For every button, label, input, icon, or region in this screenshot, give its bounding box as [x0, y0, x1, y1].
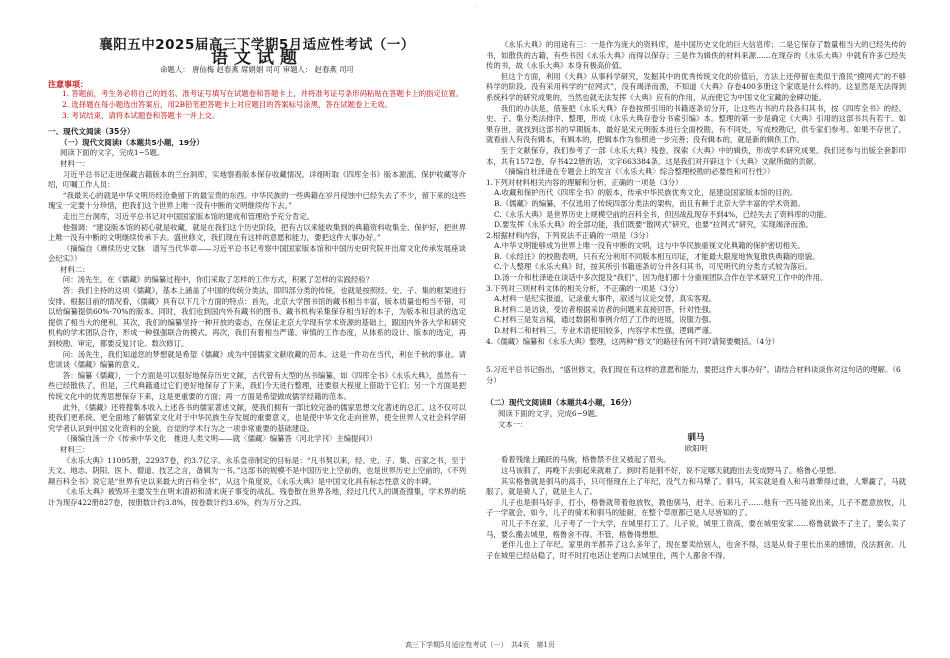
section-heading: 一、现代文阅读（35分） [48, 127, 135, 137]
paragraph: 《永乐大典》11095册，22937卷，约3.7亿字。永乐皇帝制定的目标是：“凡书契以来，经、史、子、集、百家之书，至于天文、地志、阴阳、医卜、僧道、技艺之言，备辑为一书。”这部书的规模不是中国历史上空前的，也是世界历史上空前的，《不列颠百科全书》说它是“世界有史以来最大的百科全书”，从这个角度说，《永乐大典》是中国文化具有标志性意义的丰碑。 [48, 455, 466, 486]
scan-mark: · [474, 4, 476, 11]
notice-label: 注意事项： [48, 78, 88, 89]
paragraph: 答：编纂《儒藏》，一个方面是可以很好地保存历史文献，古代曾有大型的丛书编纂，如《四库全书》《永乐大典》，虽然有一些已经散佚了，但是，三代典籍通过它们更好地保存了下来，我们今天进行整理，还要很大程度上借助于它们；另一个方面是把传统文化中的优秀思想保存下来，这是更重要的方面；再一方面是希望做成儒学经籍的范本。 [48, 370, 466, 401]
subject-title: 语文试题 [211, 47, 303, 68]
authors-line: 命题人： 唐仙梅 赵春燕 席娟娟 司可 审题人： 赵春燕 司可 [160, 65, 354, 75]
paragraph: 可儿子不在家，儿子考了一个大学，在城里打工了。儿子说，城里工资高，要在城里安家……格鲁就做不了主了，要么卖了马，要么搬去城里，格鲁舍不得。不管，格鲁得想想。 [486, 518, 906, 539]
subsection-heading: （一）现代文阅读Ⅰ（本题共5小题，19分） [60, 137, 204, 147]
right-column [486, 40, 906, 561]
paragraph: “我最关心的就是中华文明历经沧桑留下的最宝贵的东西。中华民族的一些典籍在岁月侵蚀中已经失去了不少，留下来的这些瑰宝一定要十分珍惜，把我们这个世界上唯一没有中断的文明继续传下去。” [48, 190, 466, 211]
paragraph: 我们的办法是，借鉴把《永乐大典》存卷按照引用的书籍逐条切分开，让这些古书的片段各归其书，按《四库全书》的经、史、子、集分类法排序、整理，形成《永乐大典存卷分书索引编》本。整理的第一步是确定《大典》引用的这部书共有若干。如果存世，就找到这部书的早期版本，最好是宋元明版本进行全面校勘，有不同处，写成校勘记，供专家们参考。如果不存世了，就看前人有没有辑本，有辑本的，把辑本作为参照进一步完善；没有辑本的，就是新的辑佚工作。 [486, 103, 906, 145]
option: D.汤一介和杜泽逊在谈话中多次提及“我们”，因为他们都十分重视团队合作在学术研究工作中的作用。 [494, 273, 828, 283]
source-note: （摘编自杜泽逊在专题会上的发言《〈永乐大典〉综合整理校勘的必要性和可行性》） [500, 167, 775, 177]
paragraph: 习近平总书记走进保藏古籍版本的兰台洞库，实地察看版本保存收藏情况。详细听取《四库全书》版本源流、保护收藏等介绍，叮嘱工作人员： [48, 169, 466, 190]
paragraph: 其实格鲁就是驯马的高手，只可惜现在上了年纪，没气力和马犟了。驯马，其实就是看人和马谁犟得过谁，人犟赢了，马就服了，就是骑人了，就是主人了。 [486, 476, 906, 497]
question-4: 4.《儒藏》编纂和《永乐大典》整理，这两种“修文”的路径有何不同?请简要概括。（4分） [486, 336, 780, 346]
question-3: 3.下列对三则材料文体的相关分析，不正确的一项是（3分） [486, 283, 683, 293]
paragraph: 走出兰台洞库，习近平总书记对中国国家版本馆的建成和管理给予充分肯定。 [62, 211, 315, 221]
material-label: 材料一： [60, 158, 90, 168]
paragraph: 此外，《儒藏》还将搜集本收入上述各书的儒家著述文献，使我们拥有一部比较完备的儒家思想文化著述的总汇。这不仅可以使我们更系统、更全面地了解儒家文化对于中华民族生存发展的重要意义，也是使中华文化走向世界，使全世界人文社会科学研究学者认识到中国文化资料的全貌，自觉的学术行为之一项非常重要的基础建设。 [48, 402, 466, 433]
question-2: 2.根据材料内容，下列说法不正确的一项是（3分） [486, 230, 653, 240]
notice-item: 1. 答题前，考生务必将自己的姓名、准考证号填写在试题卷和答题卡上，并将准考证号条形码粘贴在答题卡上的指定位置。 [62, 89, 464, 99]
paragraph: 但这个方面，利用《大典》从事科学研究，发掘其中的优秀传统文化的价值后，方法上还停留在类似于渔民“摸网式”的不够科学的阶段。没有采用科学的“拉网式”，没有竭泽而渔，不知道《大典》存卷400多册这个家底是什么样的。这显然是无法得到系统科学的研究成果的，当然也就无法发挥《大典》应有的作用，从而使它为中国文化宝藏的金碑功能。 [486, 71, 906, 102]
option: B.《永经注》的校勘表明，只有充分利用不同版本相互印证，才能最大限度地恢复散佚典籍的原貌。 [494, 251, 820, 261]
story-author: 欧阳明 [684, 443, 708, 453]
option: A.中华文明能够成为世界上唯一没有中断的文明，这与中华民族重视文化典籍的保护密切相关。 [494, 241, 805, 251]
source-note: （摘编自汤一介《传承中华文化 推进人类文明——就〈儒藏〉编纂答〈河北学刊〉主编提问》） [62, 434, 377, 444]
option: B.《儒藏》的编纂，不仅选用了传统四部分类法的架构，而且有赖于北京大学丰富的学术资源。 [494, 198, 805, 208]
option: D.要发挥《永乐大典》的全部功能，我们既要“散网式”研究，也要“拉网式”研究，实现竭泽而渔。 [494, 220, 813, 230]
paragraph: 老伴儿也上了年纪，家里的羊都养了这么多年了，现在要卖给别人，也舍不得，这是从骨子里长出来的感情，没法割舍。儿子在城里已经站稳了，时不时打电话让老两口去城里住，两个人都舍不得。 [486, 540, 906, 560]
option: C.材料三是发言稿，通过数据和事例介绍了工作的进展，说服力强。 [494, 315, 717, 325]
page-footer: 高三下学期5月适应性考试（一） 共4页 第1页 [405, 641, 555, 649]
option: D.材料二和材料三，专业术语使用较多，内容学术性强，逻辑严谨。 [494, 326, 717, 336]
paragraph: 他强调：“建设版本馆的初心就是收藏，就是在我们这个历史阶段，把有古以来能收集到的典籍资料收集全、保护好，把世界上唯一没有中断的文明继续传承下去。盛世修文，我们现在有这样的意愿和能力，要把这件大事办好。” [48, 222, 466, 243]
story-title: 驯马 [687, 433, 705, 444]
option: A.收藏和保护历代《四库全书》的版本，传承中华民族优秀文化，是建设国家版本馆的目的。 [494, 188, 798, 198]
notice-item: 3. 考试结束，请将本试题卷和答题卡一并上交。 [62, 110, 220, 120]
paragraph: 问：汤先生，在《儒藏》的编纂过程中，你们采取了怎样的工作方式，积累了怎样的实践经验？ [62, 275, 374, 285]
subsection-heading: （二）现代文阅读Ⅱ（本题共4小题，16分） [486, 398, 636, 408]
exam-title: 襄阳五中2025届高三下学期5月适应性考试（一） [99, 37, 415, 53]
paragraph: 问：汤先生，我们知道您的梦想就是希望《儒藏》成为中国儒家文献收藏的范本。这是一件功在当代，利在千秋的事业。请您谈谈《儒藏》编纂的意义。 [48, 349, 466, 370]
material-label: 材料二： [60, 264, 90, 274]
paragraph: 《永乐大典》的用途有三：一是作为庞大的资料库，是中国历史文化的巨大信息库；二是它保存了数量相当大的已经失传的书，如散佚的古籍，有些书因《永乐大典》而得以保存；三是作为辑佚的材料来源……在现存的《永乐大典》中就有许多已经失传的书，故《永乐大典》本身有极高价值。 [486, 40, 906, 71]
text-label: 文本一： [498, 419, 528, 429]
option: C.《永乐大典》是世界历史上规模空前的百科全书，但因战乱现存不到4%，已经失去了资料库的功能。 [494, 209, 832, 219]
material-label: 材料三： [60, 444, 90, 454]
reading-instruction: 阅读下面的文字，完成1~5题。 [60, 148, 165, 158]
option: C.个人整理《永乐大典》时，按其所引书籍逐条切分并各归其书，可见明代的分类方式较为落后。 [494, 262, 813, 272]
reading-instruction: 阅读下面的文字，完成6~9题。 [498, 409, 603, 418]
paragraph: 儿子也是驯马好手，打小，格鲁就带着他放牧，教他驯马，赶羊。后来儿子……他有一匹马能说出来，儿子不愿意放牧，儿子一学就会，如今，儿子的骑术和驯马的能耐，在整个草原都已是人尽皆知的了。 [486, 497, 906, 518]
source-note: （摘编自《赓续历史文脉 谱写当代华章——习近平总书记考察中国国家版本馆和中国历史研究院并出席文化传承发展座谈会纪实》） [48, 243, 466, 264]
paragraph: 至于文献保存，我们参考了一部《永乐大典》残卷，探索《大典》中的辑佚，形成学术研究成果。我们还参与出版全套影印本，共有1572卷，存书422册的话，文字663384条。这是我们对开辟这个《大典》文献所做的贡献。 [486, 145, 906, 166]
notice-item: 2. 选择题在每小题选出答案后，用2B铅笔把答题卡上对应题目的答案标号涂黑，答在试题卷上无效。 [62, 99, 392, 109]
left-column [48, 37, 466, 509]
paragraph: 答：我们主持的这项《儒藏》，基本上涵盖了中国的传统分类法，即四部分类的传统，也就是按照经、史、子、集的框架进行安排。根据目前的情况看，《儒藏》具有以下几个方面的特点：首先，北京大学图书馆的藏书相当丰富，版本质量也相当不错，可以给编纂提供60%-70%的版本。同时，我们也到国内外有藏书的图书、藏书机构采集保存相当好的本子，为版本和目录的选定提供了相当大的便利。其次，我们的编纂坚持一种开放的姿态，在保证北京大学现有学术资源的基础上，跟国内外各大学和研究机构的学术团队合作，形成一种强强联合的模式。再次，我们有着相当严谨、审慎的工作态度，从体系的设计、版本的选定，再到校勘、审定，都要反复讨论、数次修订。 [48, 286, 466, 349]
question-5: 5.习近平总书记指出，“盛世修文，我们现在有这样的意愿和能力，要把这件大事办好”。请结合材料谈谈你对这句话的理解。（6分） [486, 365, 901, 385]
question-1: 1.下列对材料相关内容的理解和分析，正确的一项是（3分） [486, 177, 683, 187]
option: B.材料二是访谈，受访者根据采访者的问题来直接回答，针对性强。 [494, 304, 717, 314]
paragraph: 这马该驯了，再晚下去驯起来就难了。到时若是驯不好，说不定哪天就跑出去变成野马了。格鲁心里想。 [500, 465, 841, 475]
option: A.材料一是纪实报道，记录重大事件，叙述与议论交替，真实客观。 [494, 294, 717, 304]
paragraph: 看着残缘上踊跃的马驹，格鲁禁不住又被起了眉头。 [500, 455, 671, 465]
paragraph: 《永乐大典》被毁坏主要发生在明末清初和清末庚子事变的战乱。残卷散在世界各地，经过几代人的调查搜集，学术界的统计为现存422册827卷，按册数计约3.8%，按卷数计约3.6%，约为万分之四。 [48, 487, 466, 507]
